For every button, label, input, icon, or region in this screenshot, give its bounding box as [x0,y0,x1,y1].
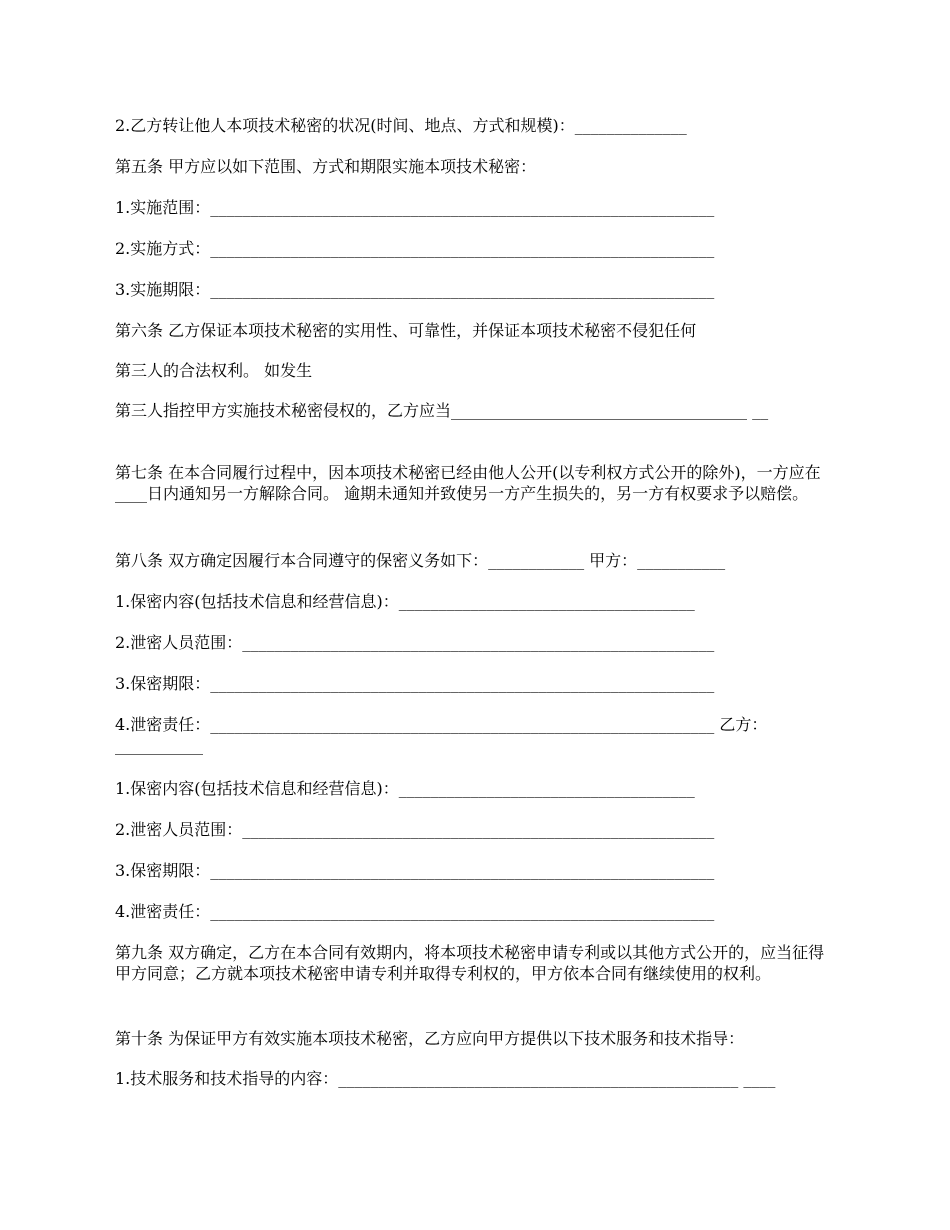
party-a-item-2: 2.泄密人员范围：___________________________________________________________ [115,633,715,652]
clause-10-heading: 第十条 为保证甲方有效实施本项技术秘密，乙方应向甲方提供以下技术服务和技术指导： [115,1029,745,1048]
clause-6-line-3: 第三人指控甲方实施技术秘密侵权的，乙方应当_____________________________________ __ [115,401,769,420]
clause-4-item-2: 2.乙方转让他人本项技术秘密的状况(时间、地点、方式和规模)：______________ [115,116,687,135]
clause-5-heading: 第五条 甲方应以如下范围、方式和期限实施本项技术秘密： [115,157,537,176]
clause-10-item-1: 1.技术服务和技术指导的内容：__________________________________________________ ____ [115,1069,776,1088]
party-a-item-4: 4.泄密责任：_______________________________________________________________ 乙方：___________ [115,715,768,755]
party-b-item-2: 2.泄密人员范围：___________________________________________________________ [115,820,715,839]
party-b-item-1: 1.保密内容(包括技术信息和经营信息)：_____________________________________ [115,779,695,798]
clause-9: 第九条 双方确定，乙方在本合同有效期内，将本项技术秘密申请专利或以其他方式公开的，应当征得甲方同意；乙方就本项技术秘密申请专利并取得专利权的，甲方依本合同有继续使用的权利。 [115,943,825,983]
party-a-item-1: 1.保密内容(包括技术信息和经营信息)：_____________________________________ [115,592,695,611]
party-a-item-3: 3.保密期限：_______________________________________________________________ [115,674,715,693]
clause-6-line-1: 第六条 乙方保证本项技术秘密的实用性、可靠性，并保证本项技术秘密不侵犯任何 [115,321,697,340]
party-b-item-4: 4.泄密责任：_______________________________________________________________ [115,902,715,921]
party-b-item-3: 3.保密期限：_______________________________________________________________ [115,861,715,880]
clause-5-item-1: 1.实施范围：_______________________________________________________________ [115,198,715,217]
clause-8-heading: 第八条 双方确定因履行本合同遵守的保密义务如下：____________ 甲方：___________ [115,551,726,570]
clause-5-item-3: 3.实施期限：_______________________________________________________________ [115,280,715,299]
clause-6-line-2: 第三人的合法权利。 如发生 [115,361,313,380]
clause-7: 第七条 在本合同履行过程中，因本项技术秘密已经由他人公开(以专利权方式公开的除外)，一方应在____日内通知另一方解除合同。 逾期未通知并致使另一方产生损失的，另一方有权要求予以赔偿。 [115,463,821,503]
clause-5-item-2: 2.实施方式：_______________________________________________________________ [115,239,715,258]
